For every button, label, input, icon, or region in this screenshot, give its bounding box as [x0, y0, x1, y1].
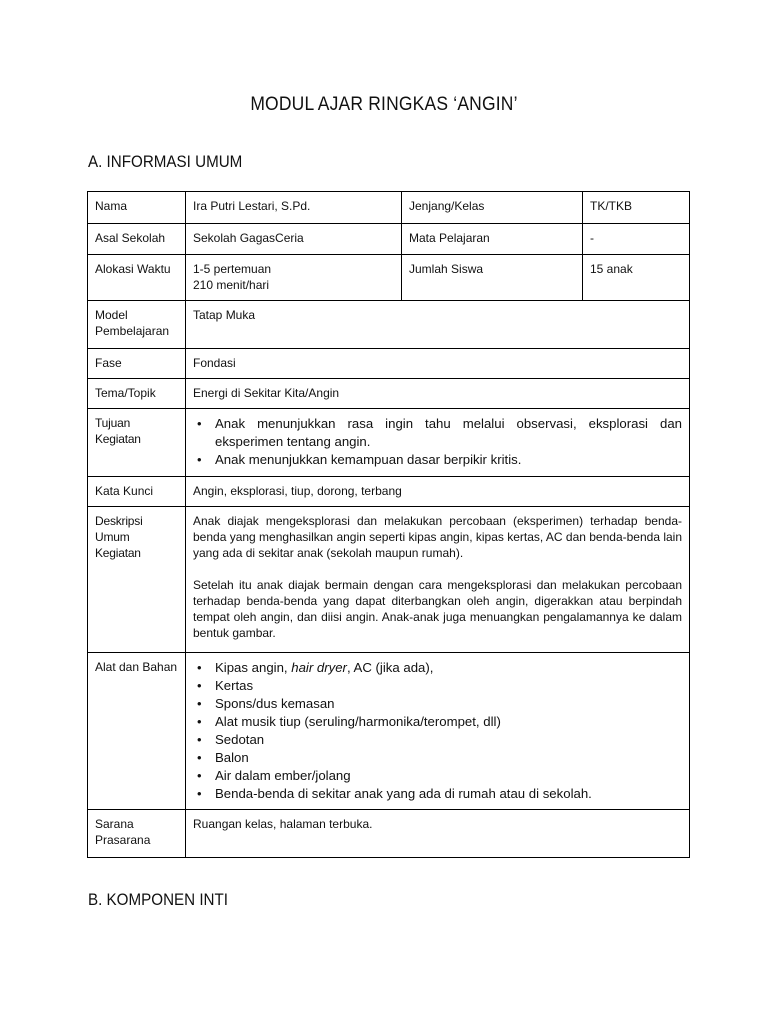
label-asal-sekolah: Asal Sekolah: [88, 224, 186, 255]
alokasi-line-2: 210 menit/hari: [193, 278, 270, 292]
section-heading-komponen-inti: B. KOMPONEN INTI: [88, 891, 229, 909]
section-heading-informasi-umum: A. INFORMASI UMUM: [88, 153, 243, 171]
table-row-sarana-prasarana: [88, 810, 690, 858]
informasi-umum-table: [87, 191, 690, 858]
value-tema-topik: Energi di Sekitar Kita/Angin: [186, 379, 690, 409]
alat-item-text: Kipas angin,: [215, 660, 292, 675]
value-jenjang: TK/TKB: [583, 192, 690, 224]
list-item: • Alat musik tiup (seruling/harmonika/terompet, dll): [193, 713, 682, 731]
label-model-pembelajaran: [88, 301, 186, 349]
label-kata-kunci: Kata Kunci: [88, 477, 186, 507]
list-item: • Kertas: [193, 677, 682, 695]
tujuan-list: [193, 415, 682, 469]
table-row-alat-dan-bahan: [88, 653, 690, 810]
label-tujuan-kegiatan: Tujuan Kegiatan: [88, 409, 186, 477]
label-sarana-prasarana: [88, 810, 186, 858]
label-deskripsi-umum: [88, 507, 186, 653]
value-jumlah-siswa: 15 anak: [583, 255, 690, 301]
value-sarana-prasarana: Ruangan kelas, halaman terbuka.: [186, 810, 690, 858]
table-row-tema-topik: [88, 379, 690, 409]
value-asal-sekolah: Sekolah GagasCeria: [186, 224, 402, 255]
list-item: • Benda-benda di sekitar anak yang ada di rumah atau di sekolah.: [193, 785, 682, 803]
label-mata-pelajaran: Mata Pelajaran: [402, 224, 583, 255]
label-alat-dan-bahan: Alat dan Bahan: [88, 653, 186, 810]
table-row-asal-sekolah: [88, 224, 690, 255]
deskripsi-paragraph-1: Anak diajak mengeksplorasi dan melakukan percobaan (eksperimen) terhadap benda-benda yang menghasilkan angin seperti kipas angin, kipas kertas, AC dan benda-benda lain yang ada di sekitar anak (sekolah maupun rumah).: [193, 514, 682, 560]
label-nama: Nama: [88, 192, 186, 224]
list-item: • Sedotan: [193, 731, 682, 749]
alokasi-line-1: 1-5 pertemuan: [193, 262, 272, 276]
table-row-nama: [88, 192, 690, 224]
alat-item-text-end: , AC (jika ada),: [346, 660, 434, 675]
model-label-line-2: Pembelajaran: [95, 324, 170, 338]
label-alokasi-waktu: Alokasi Waktu: [88, 255, 186, 301]
value-fase: Fondasi: [186, 349, 690, 379]
sarana-label-line-1: Sarana: [95, 817, 134, 831]
value-mata-pelajaran: -: [583, 224, 690, 255]
table-row-fase: [88, 349, 690, 379]
alat-list: [193, 659, 682, 803]
table-row-model-pembelajaran: [88, 301, 690, 349]
model-label-line-1: Model: [95, 308, 128, 322]
table-row-alokasi-waktu: [88, 255, 690, 301]
value-deskripsi-umum: [186, 507, 690, 653]
value-tujuan-kegiatan: [186, 409, 690, 477]
sarana-label-line-2: Prasarana: [95, 833, 151, 847]
list-item: • Anak menunjukkan kemampuan dasar berpikir kritis.: [193, 451, 682, 469]
deskripsi-label-line-1: Deskripsi Umum: [95, 514, 143, 544]
value-model-pembelajaran: Tatap Muka: [186, 301, 690, 349]
table-row-tujuan-kegiatan: [88, 409, 690, 477]
table-row-deskripsi-umum: [88, 507, 690, 653]
label-tema-topik: Tema/Topik: [88, 379, 186, 409]
list-item: • Balon: [193, 749, 682, 767]
value-kata-kunci: Angin, eksplorasi, tiup, dorong, terbang: [186, 477, 690, 507]
list-item: • Spons/dus kemasan: [193, 695, 682, 713]
list-item: • Air dalam ember/jolang: [193, 767, 682, 785]
label-fase: Fase: [88, 349, 186, 379]
label-jenjang: Jenjang/Kelas: [402, 192, 583, 224]
deskripsi-label-line-2: Kegiatan: [95, 546, 141, 560]
document-title: MODUL AJAR RINGKAS ‘ANGIN’: [250, 94, 518, 115]
list-item: [193, 659, 682, 677]
label-jumlah-siswa: Jumlah Siswa: [402, 255, 583, 301]
table-row-kata-kunci: [88, 477, 690, 507]
value-nama: Ira Putri Lestari, S.Pd.: [186, 192, 402, 224]
value-alokasi-waktu: [186, 255, 402, 301]
list-item: • Anak menunjukkan rasa ingin tahu melalui observasi, eksplorasi dan eksperimen tentang angin.: [193, 415, 682, 451]
value-alat-dan-bahan: [186, 653, 690, 810]
deskripsi-paragraph-2: Setelah itu anak diajak bermain dengan cara mengeksplorasi dan melakukan percobaan terhadap benda-benda yang dapat diterbangkan oleh angin, digerakkan atau berpindah tempat oleh angin, dan diisi angin. Anak-anak juga menuangkan pengalamannya ke dalam bentuk gambar.: [193, 578, 682, 640]
alat-item-italic: hair dryer: [291, 660, 347, 675]
